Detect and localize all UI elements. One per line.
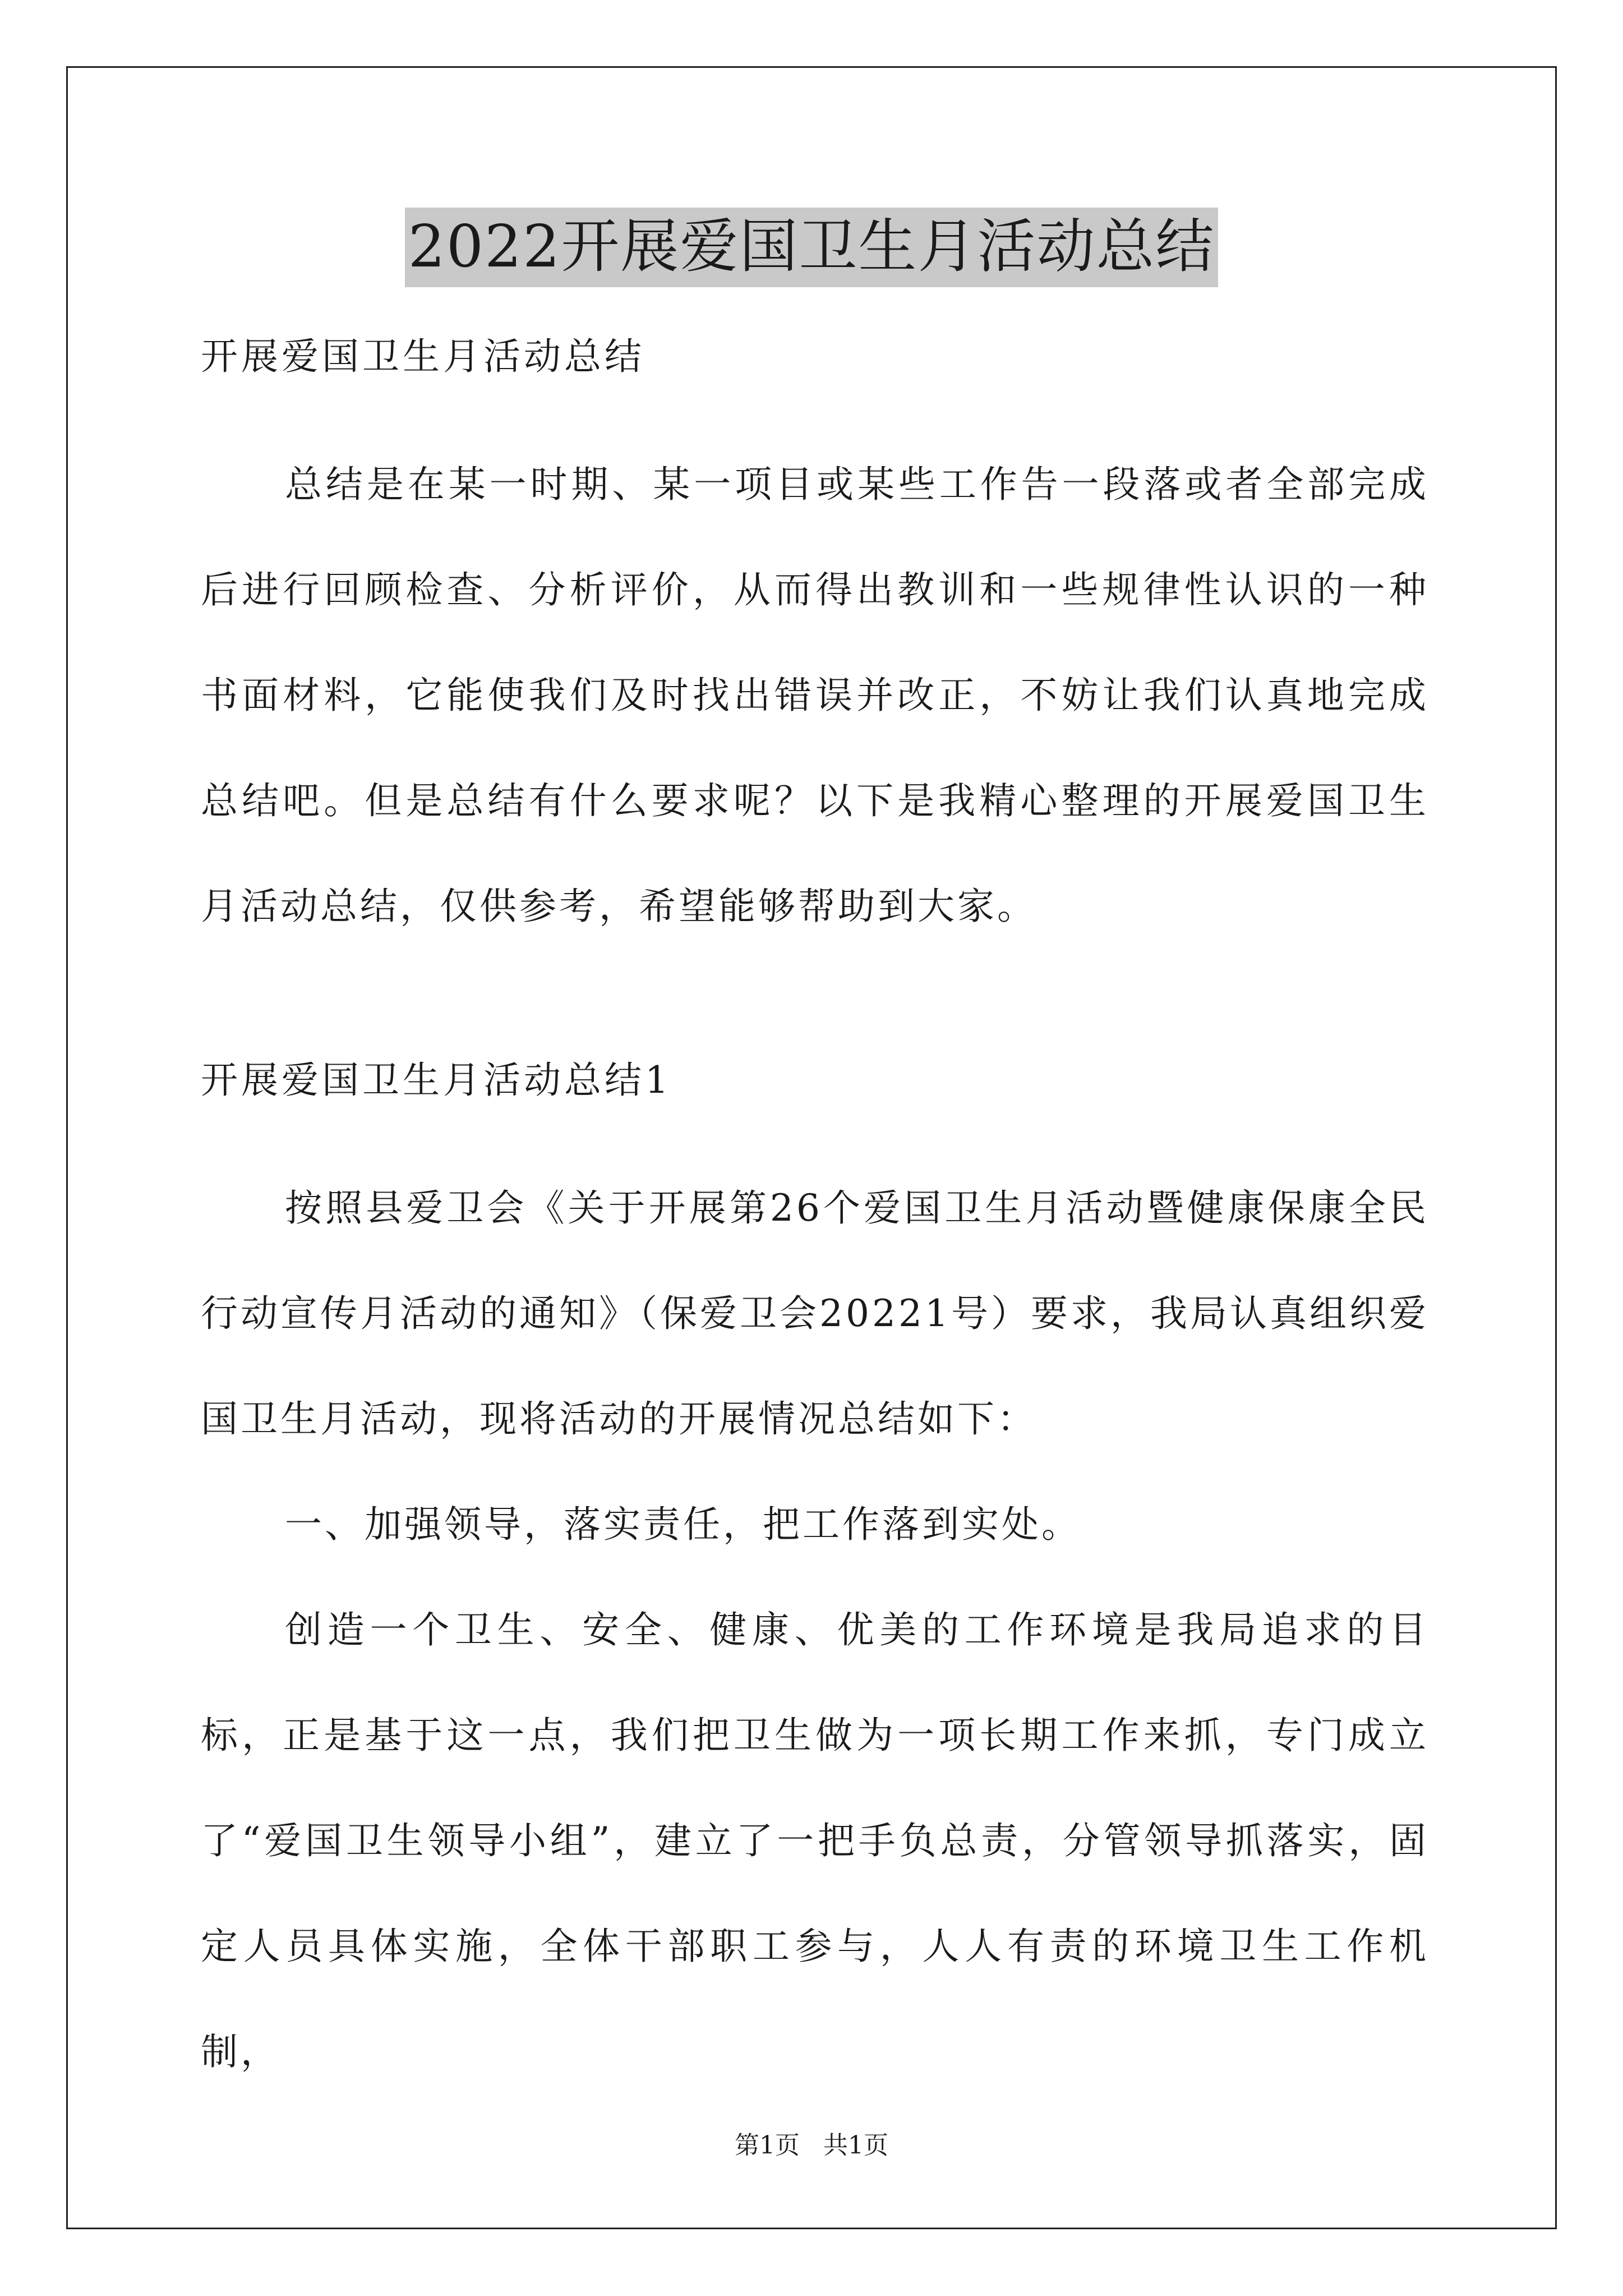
page-number-current: 第1页 xyxy=(735,2131,800,2160)
document-title: 2022开展爱国卫生月活动总结 xyxy=(405,208,1219,287)
body-paragraph: 创造一个卫生、安全、健康、优美的工作环境是我局追求的目标，正是基于这一点，我们把卫生做为一项长期工作来抓，专门成立了“爱国卫生领导小组”，建立了一把手负总责，分管领导抓落实，固定人员具体实施，全体干部职工参与，人人有责的环境卫生工作机制， xyxy=(201,1608,1429,2073)
document-body xyxy=(201,325,1429,2105)
body-paragraph: 一、加强领导，落实责任，把工作落到实处。 xyxy=(285,1503,1081,1546)
page-footer xyxy=(0,2129,1623,2162)
title-container xyxy=(0,208,1623,287)
page-number-total: 共1页 xyxy=(823,2131,888,2160)
body-paragraph: 按照县爱卫会《关于开展第26个爱国卫生月活动暨健康保康全民行动宣传月活动的通知》（保爱卫会20221号）要求，我局认真组织爱国卫生月活动，现将活动的开展情况总结如下： xyxy=(201,1186,1429,1441)
section-heading: 开展爱国卫生月活动总结1 xyxy=(201,1059,672,1102)
intro-paragraph: 总结是在某一时期、某一项目或某些工作告一段落或者全部完成后进行回顾检查、分析评价，从而得出教训和一些规律性认识的一种书面材料，它能使我们及时找出错误并改正，不妨让我们认真地完成总结吧。但是总结有什么要求呢？以下是我精心整理的开展爱国卫生月活动总结，仅供参考，希望能够帮助到大家。 xyxy=(201,463,1429,928)
document-subtitle: 开展爱国卫生月活动总结 xyxy=(201,335,645,378)
